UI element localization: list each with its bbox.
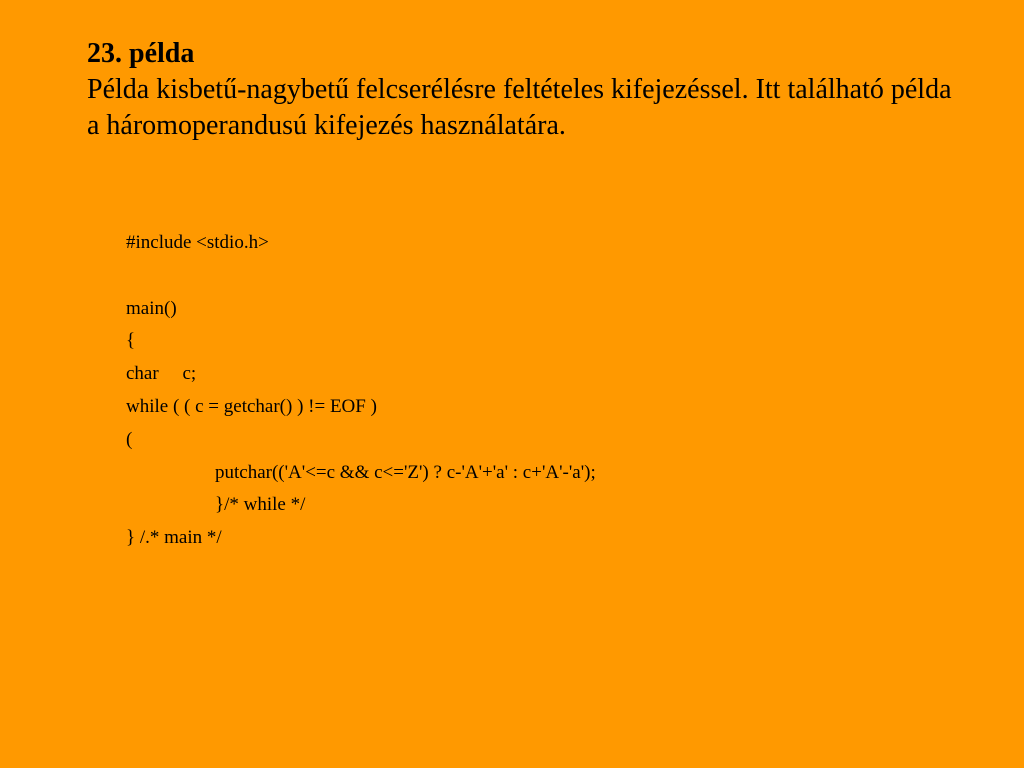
code-line: #include <stdio.h> bbox=[126, 232, 269, 253]
code-line: char c; bbox=[126, 363, 197, 385]
code-block bbox=[126, 227, 926, 555]
code-line: while ( ( c = getchar() ) != EOF ) bbox=[126, 395, 377, 417]
code-line: putchar(('A'<=c && c<='Z') ? c-'A'+'a' : c+'A'-'a'); bbox=[215, 461, 596, 483]
slide-description: Példa kisbetű-nagybetű felcserélésre feltételes kifejezéssel. Itt található példa a háromoperandusú kifejezés használatára. bbox=[87, 74, 952, 141]
code-line: } /.* main */ bbox=[126, 527, 222, 549]
slide-heading bbox=[87, 36, 967, 144]
code-line: { bbox=[126, 330, 136, 352]
slide-title: 23. példa bbox=[87, 38, 195, 69]
code-line bbox=[126, 260, 926, 293]
code-line: ( bbox=[126, 428, 133, 450]
code-line: main() bbox=[126, 297, 177, 319]
code-line: }/* while */ bbox=[215, 494, 306, 516]
